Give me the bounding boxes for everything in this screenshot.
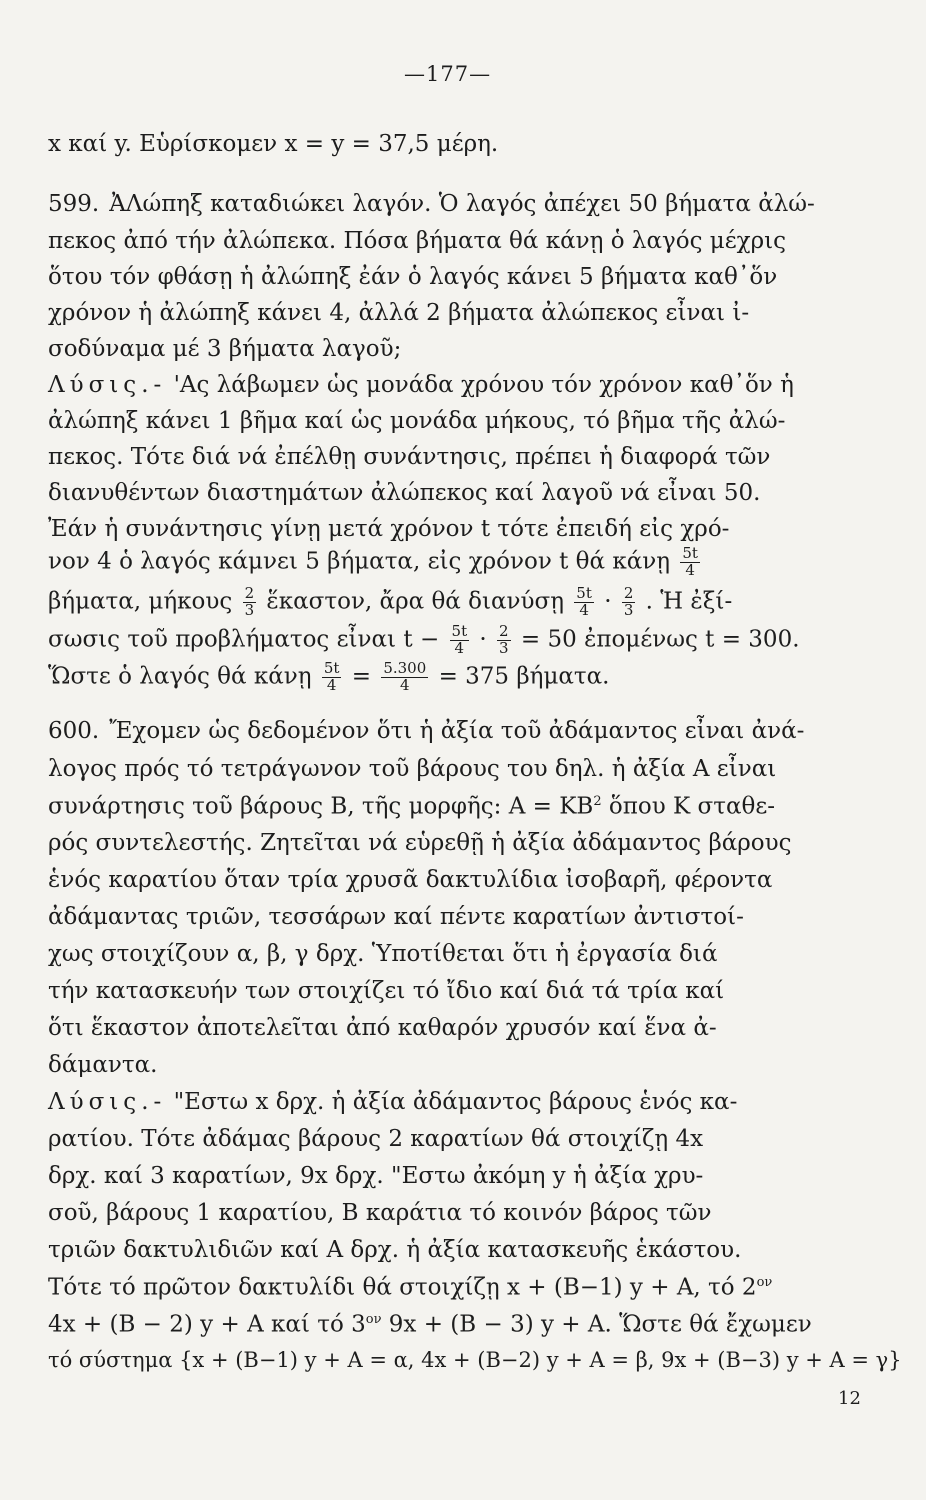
text-line: πεκος ἀπό τήν ἀλώπεκα. Πόσα βήματα θά κάνῃ ὁ λαγός μέχρις [48,228,786,254]
text-line: ἀδάμαντας τριῶν, τεσσάρων καί πέντε καρατίων ἀντιστοί- [48,904,744,930]
text: 'Ας λάβωμεν ὡς μονάδα χρόνου τόν χρόνον καθ᾽ὅν ἡ [173,372,794,398]
text-line: σοῦ, βάρους 1 καρατίου, B καράτια τό κοινόν βάρος τῶν [48,1200,712,1226]
text: Ὥστε ὁ λαγός θά κάνῃ [48,663,312,690]
text-line: Ὥστε ὁ λαγός θά κάνῃ $\frac{5t}{4}$ = $\frac{5.300}{4}$ = 375 βήματα. [48,659,610,694]
text-line: ἑνός καρατίου ὅταν τρία χρυσᾶ δακτυλίδια ἰσοβαρῆ, φέροντα [48,867,773,893]
text-line: πεκος. Τότε διά νά ἐπέλθῃ συνάντησις, πρέπει ἡ διαφορά τῶν [48,444,771,470]
text-line: τριῶν δακτυλιδιῶν καί A δρχ. ἡ ἀξία κατασκευῆς ἑκάστου. [48,1237,742,1263]
page-number: —177— [404,62,492,86]
fraction: $\frac{5t}{4}$ [576,584,592,619]
solution-line [48,374,794,397]
text-line: δάμαντα. [48,1052,158,1078]
text-line: Ἐάν ἡ συνάντησις γίνῃ μετά χρόνον t τότε ἐπειδή εἰς χρό- [48,516,730,542]
text-line: ρός συντελεστής. Ζητεῖται νά εὑρεθῇ ἡ ἀξία ἀδάμαντος βάρους [48,830,792,856]
text: νον 4 ὁ λαγός κάμνει 5 βήματα, εἰς χρόνον t θά κάνῃ [48,548,671,575]
fraction: $\frac{5t}{4}$ [451,622,468,657]
text: βήματα, μήκους [48,588,233,615]
fraction: $\frac{5t}{4}$ [323,659,340,694]
text: = 375 βήματα. [438,663,610,690]
text-line [48,1313,812,1337]
text: ἈΛώπηξ καταδιώκει λαγόν. Ὁ λαγός ἀπέχει 50 βήματα ἀλώ- [109,191,815,217]
fraction: $\frac{2}{3}$ [244,584,255,619]
text-line: βήματα, μήκους $\frac{2}{3}$ ἕκαστον, ἄρα θά διανύσῃ $\frac{5t}{4}$ · $\frac{2}{3}$ . Ἡ ἐξί- [48,584,733,619]
problem-number: 600. [48,718,100,744]
text-line: ρατίου. Τότε ἀδάμας βάρους 2 καρατίων θά στοιχίζῃ 4x [48,1126,704,1152]
fraction: $\frac{5t}{4}$ [682,544,698,579]
superscript: ον [756,1275,773,1290]
superscript: ον [365,1312,382,1327]
problem-600-line [48,720,804,743]
text-line [48,795,775,819]
solution-line [48,1091,737,1114]
text-line: τό σύστημα {x + (B−1) y + A = α, 4x + (B−2) y + A = β, 9x + (B−3) y + A = γ} [48,1348,902,1372]
text-line: χως στοιχίζουν α, β, γ δρχ. Ὑποτίθεται ὅτι ἡ ἐργασία διά [48,941,718,967]
fraction: $\frac{2}{3}$ [623,584,634,619]
problem-number: 599. [48,191,100,217]
fraction: $\frac{2}{3}$ [499,622,509,657]
text-line [48,1276,772,1300]
fraction: $\frac{5.300}{4}$ [383,659,427,694]
solution-label: Λύσις.- [48,372,167,398]
text-line: x καί y. Εὑρίσκομεν x = y = 37,5 μέρη. [48,131,499,157]
text: . Ἡ ἐξί- [645,588,733,615]
text-line: ὅτι ἕκαστον ἀποτελεῖται ἀπό καθαρόν χρυσόν καί ἕνα ἀ- [48,1015,717,1041]
text-line: ὅτου τόν φθάσῃ ἡ ἀλώπηξ ἐάν ὁ λαγός κάνει 5 βήματα καθ᾽ὅν [48,264,778,290]
text-line [48,546,703,579]
text: Τότε τό πρῶτον δακτυλίδι θά στοιχίζῃ x + (B−1) y + A, τό 2 [48,1274,757,1301]
text-line: ἀλώπηξ κάνει 1 βῆμα καί ὡς μονάδα μήκους, τό βῆμα τῆς ἀλώ- [48,408,786,434]
text: ὅπου K σταθε- [608,793,776,820]
superscript: 2 [593,794,602,809]
text: = 50 ἐπομένως t = 300. [520,626,800,653]
text: 4x + (B − 2) y + A καί τό 3 [48,1311,366,1338]
text-line: χρόνον ἡ ἀλώπηξ κάνει 4, ἀλλά 2 βήματα ἀλώπεκος εἶναι ἰ- [48,300,750,326]
text: συνάρτησις τοῦ βάρους B, τῆς μορφῆς: A = KB [48,793,594,820]
text: Ἔχομεν ὡς δεδομένον ὅτι ἡ ἀξία τοῦ ἀδάμαντος εἶναι ἀνά- [109,718,805,744]
text: ἕκαστον, ἄρα θά διανύσῃ [266,588,564,615]
text-line: δρχ. καί 3 καρατίων, 9x δρχ. "Εστω ἀκόμη y ἡ ἀξία χρυ- [48,1163,704,1189]
text-line: λογος πρός τό τετράγωνον τοῦ βάρους του δηλ. ἡ ἀξία A εἶναι [48,756,777,782]
text-line: σωσις τοῦ προβλήματος εἶναι t − $\frac{5t}{4}$ · $\frac{2}{3}$ = 50 ἐπομένως t = 300. [48,622,800,657]
signature-mark: 12 [838,1388,861,1409]
text-line: διανυθέντων διαστημάτων ἀλώπεκος καί λαγοῦ νά εἶναι 50. [48,480,761,506]
text: "Εστω x δρχ. ἡ ἀξία ἀδάμαντος βάρους ἑνός κα- [173,1089,738,1115]
problem-599-line [48,193,815,216]
text-line: τήν κατασκευήν των στοιχίζει τό ἴδιο καί διά τά τρία καί [48,978,725,1004]
text: 9x + (B − 3) y + A. Ὥστε θά ἔχωμεν [388,1311,812,1338]
text: σωσις τοῦ προβλήματος εἶναι t − [48,626,440,653]
solution-label: Λύσις.- [48,1089,167,1115]
text-line: σοδύναμα μέ 3 βήματα λαγοῦ; [48,336,402,362]
